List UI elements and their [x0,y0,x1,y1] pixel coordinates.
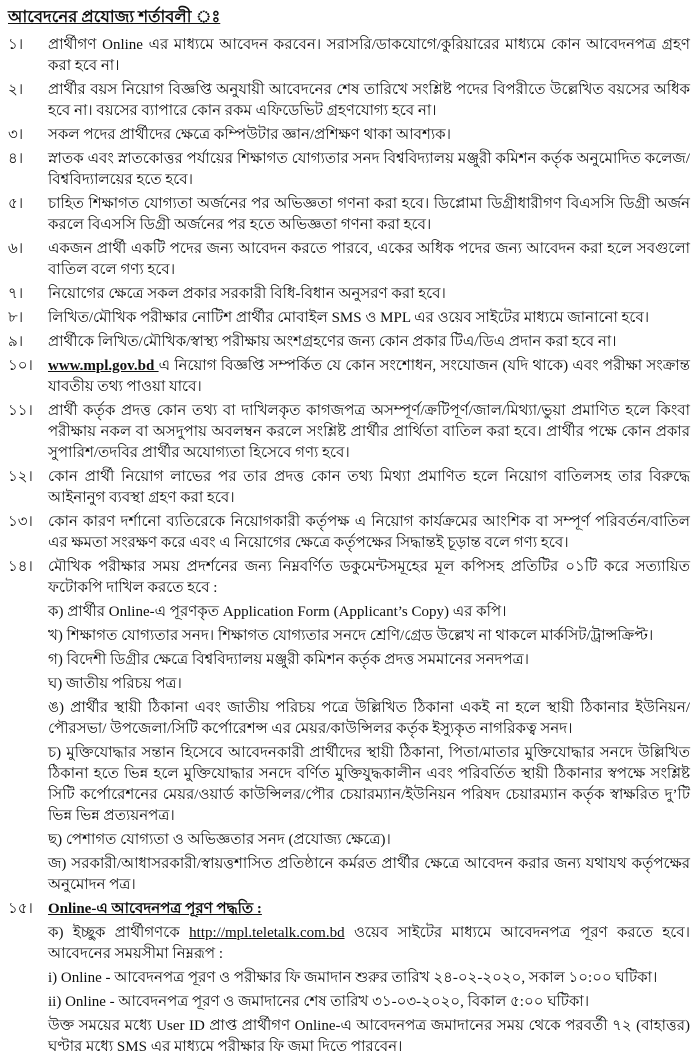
mpl-website-url: www.mpl.gov.bd [48,358,159,374]
text-run: ক) ইচ্ছুক প্রার্থীগণকে [48,925,190,941]
item-text [48,332,690,353]
paragraph [48,602,690,623]
text-run: লিখিত/মৌখিক পরীক্ষার নোটিশ প্রার্থীর মোবাইল SMS ও MPL এর ওয়েব সাইটের মাধ্যমে জানানো হবে। [48,310,650,326]
paragraph [48,149,690,191]
text-run: কোন কারণ দর্শানো ব্যতিরেকে নিয়োগকারী কর্তৃপক্ষ এ নিয়োগ কার্যক্রমের আংশিক বা সম্পূর্ণ পরিবর্তন/বাতিল এর ক্ষমতা সংরক্ষণ করে এবং এ নিয়োগের ক্ষেত্রে কর্তৃপক্ষের সিদ্ধান্তই চূড়ান্ত বলে গণ্য হবে। [48,514,690,551]
item-text [48,899,690,1058]
paragraph [48,35,690,77]
paragraph [48,284,690,305]
item-text [48,401,690,464]
list-item [8,332,690,353]
item-text [48,308,690,329]
paragraph [48,650,690,671]
text-run: একজন প্রার্থী একটি পদের জন্য আবেদন করতে পারবে, একের অধিক পদের জন্য আবেদন করা হলে সবগুলো বাতিল বলে গণ্য হবে। [48,241,690,278]
text-run: ক) প্রার্থীর Online-এ পূরণকৃত Application Form (Applicant’s Copy) এর কপি। [48,604,507,620]
text-run: ঘ) জাতীয় পরিচয় পত্র। [48,676,182,692]
paragraph [48,1016,690,1058]
text-run: কোন প্রার্থী নিয়োগ লাভের পর তার প্রদত্ত কোন তথ্য মিথ্যা প্রমাণিত হলে নিয়োগ বাতিলসহ তার বিরুদ্ধে আইনানুগ ব্যবস্থা গ্রহণ করা হবে। [48,469,690,506]
list-item [8,899,690,1058]
text-run: মৌখিক পরীক্ষার সময় প্রদর্শনের জন্য নিম্নবর্ণিত ডকুমেন্টসমূহের মূল কপিসহ প্রতিটির ০১টি করে সত্যায়িত ফটোকপি দাখিল করতে হবে : [48,559,690,596]
item-number: ৩। [8,127,24,143]
paragraph [48,698,690,740]
paragraph [48,125,690,146]
item-number: ৬। [8,241,24,257]
text-run: এ নিয়োগ বিজ্ঞপ্তি সম্পর্কিত যে কোন সংশোধন, সংযোজন (যদি থাকে) এবং পরীক্ষা সংক্রান্ত যাবতীয় তথ্য পাওয়া যাবে। [48,358,690,395]
item-number: ১৩। [8,514,33,530]
text-run: চাহিত শিক্ষাগত যোগ্যতা অর্জনের পর অভিজ্ঞতা গণনা করা হবে। ডিপ্লোমা ডিগ্রীধারীগণ বিএসসি ডিগ্রী অর্জন করলে বিএসসি ডিগ্রী অর্জনের পর হতে অভিজ্ঞতা গণনা করা হবে। [48,196,690,233]
paragraph [48,992,690,1013]
page-title: আবেদনের প্রযোজ্য শর্তাবলী ঃ [8,7,221,26]
item-text [48,149,690,191]
item-number: ১০। [8,358,33,374]
paragraph [48,854,690,896]
item-text [48,194,690,236]
paragraph [48,557,690,599]
text-run: খ) শিক্ষাগত যোগ্যতার সনদ। শিক্ষাগত যোগ্যতার সনদে শ্রেণি/গ্রেড উল্লেখ না থাকলে মার্কসিট/ট্রান্সক্রিপ্ট। [48,628,654,644]
text-run: উক্ত সময়ের মধ্যে User ID প্রাপ্ত প্রার্থীগণ Online-এ আবেদনপত্র জমাদানের সময় থেকে পরবর্তী ৭২ (বাহাত্তর) ঘণ্টার মধ্যে SMS এর মাধ্যমে পরীক্ষার ফি জমা দিতে পারবেন। [48,1018,690,1055]
item-number: ১২। [8,469,33,485]
item-number: ১১। [8,403,33,419]
item-text [48,35,690,77]
item-text [48,512,690,554]
text-run: নিয়োগের ক্ষেত্রে সকল প্রকার সরকারী বিধি-বিধান অনুসরণ করা হবে। [48,286,446,302]
list-item [8,512,690,554]
text-run: জ) সরকারী/আধাসরকারী/স্বায়ত্তশাসিত প্রতিষ্ঠানে কর্মরত প্রার্থীর ক্ষেত্রে আবেদন করার জন্য যথাযথ কর্তৃপক্ষের অনুমোদন পত্র। [48,856,690,893]
paragraph [48,512,690,554]
item-number: ১৪। [8,559,33,575]
paragraph [48,743,690,827]
paragraph [48,239,690,281]
list-item [8,557,690,896]
text-run: প্রার্থীগণ Online এর মাধ্যমে আবেদন করবেন। সরাসরি/ডাকযোগে/কুরিয়ারের মাধ্যমে কোন আবেদনপত্র গ্রহণ করা হবে না। [48,37,690,74]
item-text [48,80,690,122]
paragraph [48,194,690,236]
list-item [8,401,690,464]
list-item [8,35,690,77]
item-text [48,356,690,398]
item-number: ৫। [8,196,24,212]
paragraph [48,830,690,851]
item-text [48,557,690,896]
text-run: সকল পদের প্রার্থীদের ক্ষেত্রে কম্পিউটার জ্ঞান/প্রশিক্ষণ থাকা আবশ্যক। [48,127,452,143]
text-run: ii) Online - আবেদনপত্র পূরণ ও জমাদানের শেষ তারিখ ৩১-০৩-২০২০, বিকাল ৫:০০ ঘটিকা। [48,994,590,1010]
item-number: ৭। [8,286,24,302]
text-run: ঙ) প্রার্থীর স্থায়ী ঠিকানা এবং জাতীয় পরিচয় পত্রে উল্লিখিত ঠিকানা একই না হলে স্থায়ী ঠিকানার ইউনিয়ন/ পৌরসভা/ উপজেলা/সিটি কর্পোরেশন্স এর মেয়র/কাউন্সিলর কর্তৃক ইস্যুকৃত নাগরিকত্ব সনদ। [48,700,690,737]
item-text [48,239,690,281]
text-run: প্রার্থীর বয়স নিয়োগ বিজ্ঞপ্তি অনুযায়ী আবেদনের শেষ তারিখে সংশ্লিষ্ট পদের বিপরীতে উল্লেখিত বয়সের অধিক হবে না। বয়সের ব্যাপারে কোন রকম এফিডেভিট গ্রহণযোগ্য হবে না। [48,82,690,119]
text-run: ছ) পেশাগত যোগ্যতা ও অভিজ্ঞতার সনদ (প্রযোজ্য ক্ষেত্রে)। [48,832,391,848]
paragraph [48,80,690,122]
teletalk-website-url: http://mpl.teletalk.com.bd [189,925,345,941]
text-run: i) Online - আবেদনপত্র পূরণ ও পরীক্ষার ফি জমাদান শুরুর তারিখ ২৪-০২-২০২০, সকাল ১০:০০ ঘটিকা। [48,970,658,986]
item-number: ৪। [8,151,24,167]
paragraph [48,626,690,647]
paragraph [48,356,690,398]
text-run: স্নাতক এবং স্নাতকোত্তর পর্যায়ের শিক্ষাগত যোগ্যতার সনদ বিশ্ববিদ্যালয় মঞ্জুরী কমিশন কর্তৃক অনুমোদিত কলেজ/বিশ্ববিদ্যালয়ের হতে হবে। [48,151,690,188]
item-number: ১। [8,37,24,53]
list-item [8,467,690,509]
item-number: ৮। [8,310,24,326]
paragraph [48,332,690,353]
list-item [8,284,690,305]
text-run: গ) বিদেশী ডিগ্রীর ক্ষেত্রে বিশ্ববিদ্যালয় মঞ্জুরী কমিশন কর্তৃক প্রদত্ত সমমানের সনদপত্র। [48,652,530,668]
paragraph [48,923,690,965]
item-text [48,467,690,509]
text-run: প্রার্থীকে লিখিত/মৌখিক/স্বাস্থ্য পরীক্ষায় অংশগ্রহণের জন্য কোন প্রকার টিএ/ডিএ প্রদান করা হবে না। [48,334,617,350]
paragraph [48,968,690,989]
item-number: ১৫। [8,901,33,917]
list-item [8,125,690,146]
list-item [8,308,690,329]
item-number: ২। [8,82,24,98]
list-item [8,194,690,236]
paragraph [48,674,690,695]
paragraph [48,401,690,464]
list-item [8,239,690,281]
online-application-heading: Online-এ আবেদনপত্র পূরণ পদ্ধতি : [48,901,262,917]
item-text [48,125,690,146]
item-number: ৯। [8,334,24,350]
text-run: ওয়েব সাইটের মাধ্যমে আবেদনপত্র পূরণ করতে হবে। আবেদনের সময়সীমা নিম্নরূপ : [48,925,690,962]
text-run: প্রার্থী কর্তৃক প্রদত্ত কোন তথ্য বা দাখিলকৃত কাগজপত্র অসম্পূর্ণ/ক্রটিপূর্ণ/জাল/মিথ্যা/ভুয়া প্রমাণিত হলে কিংবা পরীক্ষায় নকল বা অসদুপায় অবলম্বন করলে সংশ্লিষ্ট প্রার্থীর প্রার্থিতা বাতিল করা হবে। প্রার্থীর পক্ষে কোন প্রকার সুপারিশ/তদবির প্রার্থীর অযোগ্যতা হিসেবে গণ্য হবে। [48,403,690,461]
text-run: চ) মুক্তিযোদ্ধার সন্তান হিসেবে আবেদনকারী প্রার্থীদের স্থায়ী ঠিকানা, পিতা/মাতার মুক্তিযোদ্ধার সনদে উল্লিখিত ঠিকানা হতে ভিন্ন হলে মুক্তিযোদ্ধার সনদে বর্ণিত মুক্তিযুদ্ধকালীন এবং পরিবর্তিত স্থায়ী ঠিকানার স্বপক্ষে সংশ্লিষ্ট সিটি কর্পোরেশনের মেয়র/ওয়ার্ড কাউন্সিলর/পৌর চেয়ারম্যান/ইউনিয়ন পরিষদ চেয়ারম্যান কর্তৃক স্বাক্ষরিত দু’টি ভিন্ন ভিন্ন প্রত্যয়নপত্র। [48,745,690,824]
list-item [8,356,690,398]
terms-list [8,35,690,1058]
paragraph [48,899,690,920]
item-text [48,284,690,305]
paragraph [48,467,690,509]
list-item [8,80,690,122]
paragraph [48,308,690,329]
list-item [8,149,690,191]
